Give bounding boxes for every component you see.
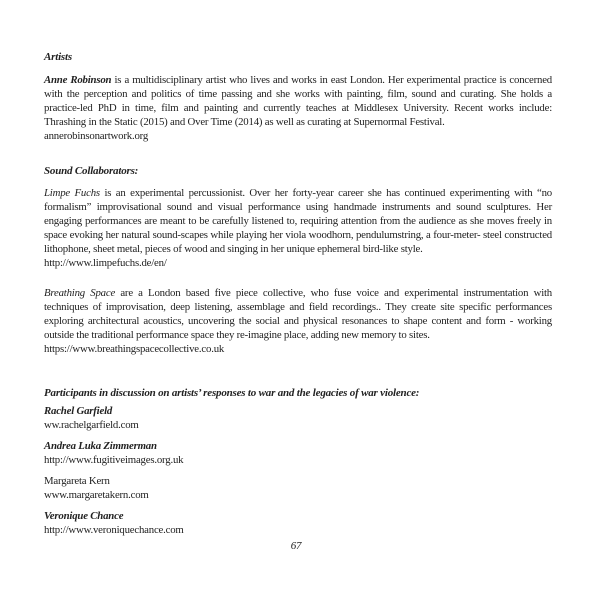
- participant-name: Veronique Chance: [44, 510, 124, 522]
- breathing-space-bio-block: [44, 286, 552, 356]
- anne-robinson-paragraph: [44, 73, 552, 129]
- participant-entry: [44, 474, 552, 502]
- sound-collaborators-heading: Sound Collaborators:: [44, 165, 139, 177]
- page-number: 67: [290, 540, 302, 552]
- participant-name: Margareta Kern: [44, 475, 110, 487]
- breathing-space-bio-text: are a London based five piece collective, who fuse voice and experimental instrumentation with techniques of improvisation, deep listening, assemblage and field recordings.. They create site specific performances exploring architectural acoustics, uncovering the social and physical resonances to shape content and form - working outside the traditional performance space they re-imagine place, adding new memory to sites.: [44, 287, 552, 341]
- anne-robinson-bio-text: is a multidisciplinary artist who lives and works in east London. Her experimental practice is concerned with the perception and politics of time passing and she works with painting, film, sound and curating. She holds a practice-led PhD in time, film and painting and currently teaches at Middlesex University. Recent works include: Thrashing in the Static (2015) and Over Time (2014) as well as curating at Supernormal Festival.: [44, 74, 552, 128]
- limpe-fuchs-url: http://www.limpefuchs.de/en/: [44, 257, 167, 269]
- breathing-space-url: https://www.breathingspacecollective.co.uk: [44, 343, 225, 355]
- participant-url: ww.rachelgarfield.com: [44, 419, 139, 431]
- limpe-fuchs-paragraph: [44, 186, 552, 256]
- artist-name-breathing-space: Breathing Space: [44, 287, 116, 299]
- anne-robinson-bio-block: [44, 73, 552, 143]
- artist-name-anne-robinson: Anne Robinson: [44, 74, 112, 86]
- participant-name: Andrea Luka Zimmerman: [44, 440, 157, 452]
- participant-entry: [44, 439, 552, 467]
- anne-robinson-url: annerobinsonartwork.org: [44, 130, 149, 142]
- participant-entry: [44, 404, 552, 432]
- participants-list: [44, 404, 552, 544]
- limpe-fuchs-bio-text: is an experimental percussionist. Over her forty-year career she has continued experimenting with “no formalism” improvisational sound and visual performance using handmade instruments and sound sculptures. Her engaging performances are meant to be carefully listened to, requiring attention from the audience as she moves freely in space evoking her natural sound-scapes while playing her viola woodhorn, pendulumstring, a four-meter- steel constructed lithophone, sheet metal, pieces of wood and singing in her unique ephemeral bird-like style.: [44, 187, 552, 255]
- participants-heading: Participants in discussion on artists’ responses to war and the legacies of war violence:: [44, 387, 420, 399]
- participant-url: http://www.fugitiveimages.org.uk: [44, 454, 184, 466]
- breathing-space-paragraph: [44, 286, 552, 342]
- participant-url: http://www.veroniquechance.com: [44, 524, 184, 536]
- artists-section-heading: Artists: [44, 51, 72, 63]
- limpe-fuchs-bio-block: [44, 186, 552, 270]
- artist-name-limpe-fuchs: Limpe Fuchs: [44, 187, 100, 199]
- participant-url: www.margaretakern.com: [44, 489, 149, 501]
- participant-entry: [44, 509, 552, 537]
- participant-name: Rachel Garfield: [44, 405, 113, 417]
